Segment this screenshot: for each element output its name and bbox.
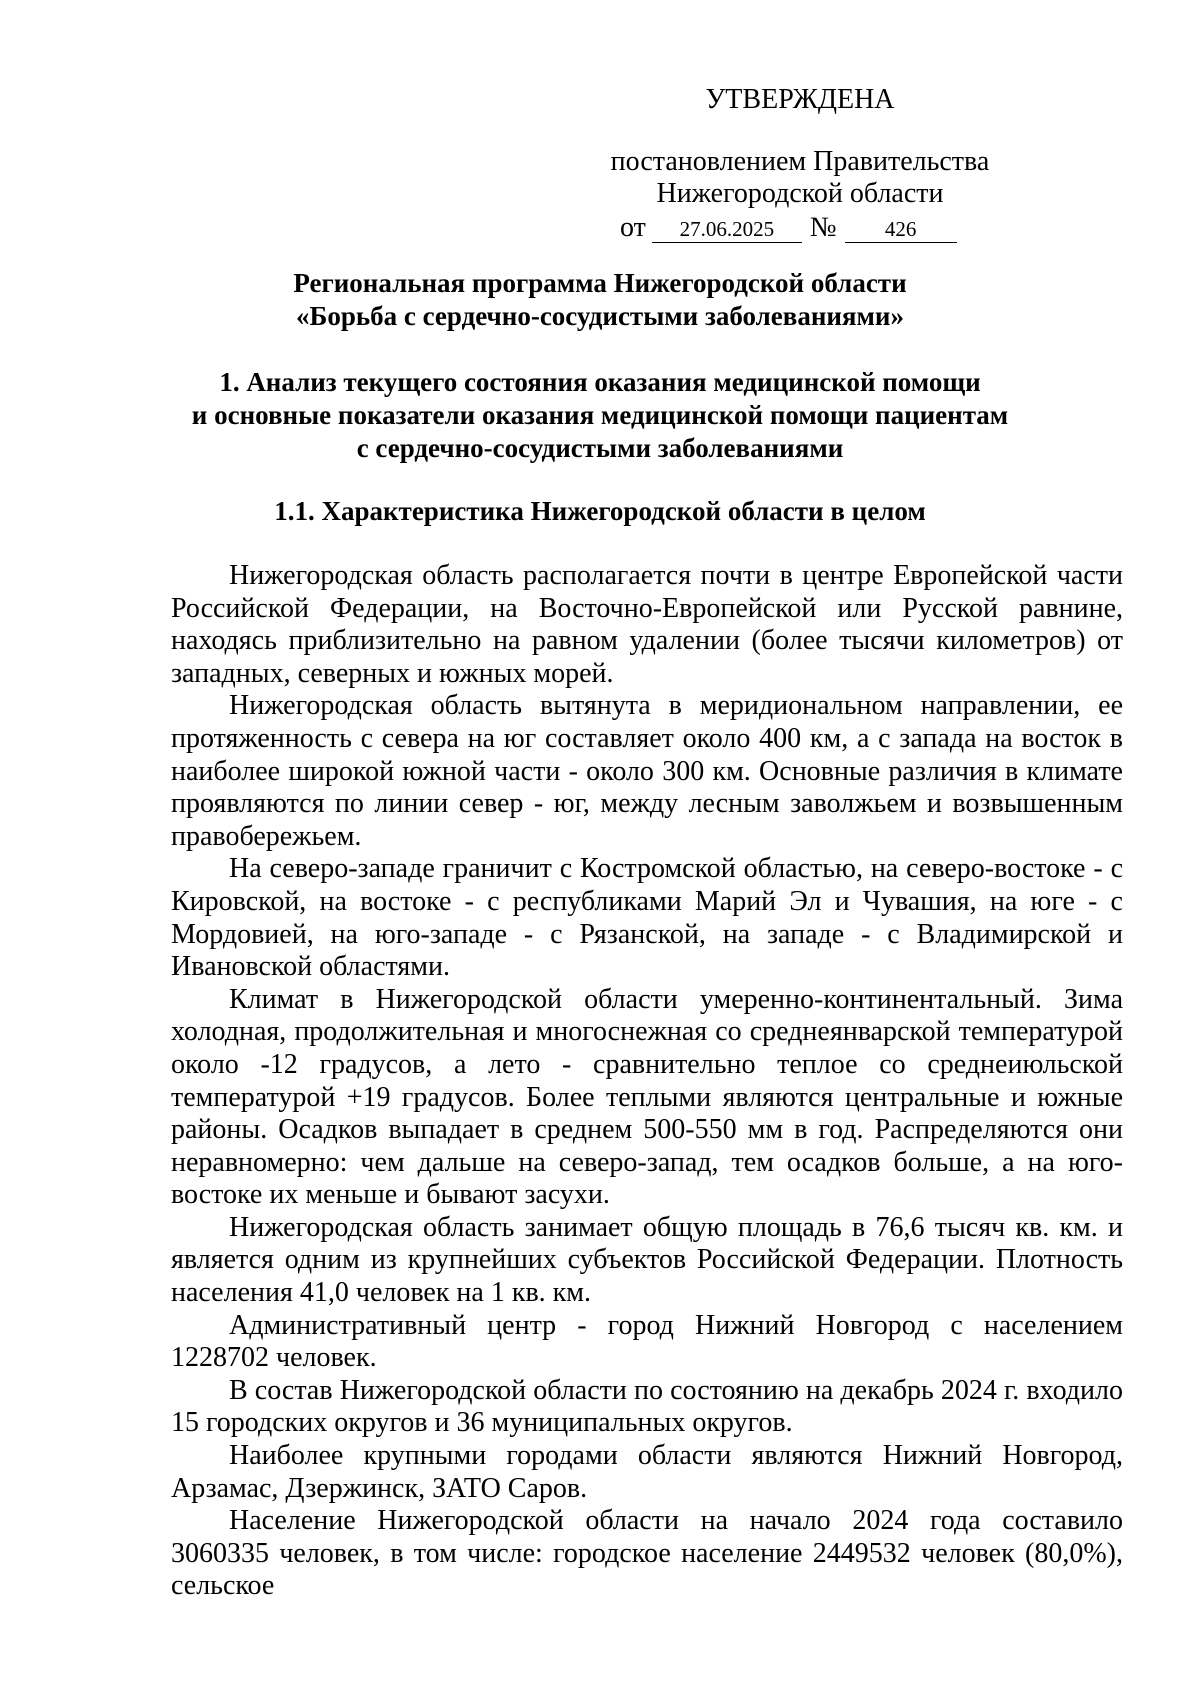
section-1-1-heading-text: 1.1. Характеристика Нижегородской области в целом <box>274 496 926 526</box>
number-label: № <box>809 212 837 243</box>
approval-date-number-line <box>590 212 1010 244</box>
section-1-1-heading <box>170 495 1030 528</box>
paragraph: Административный центр - город Нижний Новгород с населением 1228702 человек. <box>171 1309 1123 1374</box>
section-1-heading <box>170 366 1030 465</box>
program-title <box>170 267 1030 333</box>
paragraph: Нижегородская область располагается почти в центре Европейской части Российской Федерации, на Восточно-Европейской или Русской равнине, находясь приблизительно на равном удалении (более тысячи километров) от западных, северных и южных морей. <box>171 560 1123 689</box>
approval-line-1: постановлением Правительства <box>610 146 990 177</box>
approval-line-2: Нижегородской области <box>656 178 944 209</box>
approval-block <box>590 84 1010 244</box>
body-text <box>171 560 1123 1603</box>
section-1-heading-line-2: и основные показатели оказания медицинской помощи пациентам <box>191 400 1009 430</box>
program-title-line-2: «Борьба с сердечно-сосудистыми заболеваниями» <box>295 301 904 331</box>
paragraph: В состав Нижегородской области по состоянию на декабрь 2024 г. входило 15 городских округов и 36 муниципальных округов. <box>171 1374 1123 1439</box>
approval-number: 426 <box>845 216 957 243</box>
approval-stamp-title: УТВЕРЖДЕНА <box>705 84 895 115</box>
paragraph: Климат в Нижегородской области умеренно-континентальный. Зима холодная, продолжительная и многоснежная со среднеянварской температурой около -12 градусов, а лето - сравнительно теплое со среднеиюльской температурой +19 градусов. Более теплыми являются центральные и южные районы. Осадков выпадает в среднем 500-550 мм в год. Распределяются они неравномерно: чем дальше на северо-запад, тем осадков больше, а на юго-востоке их меньше и бывают засухи. <box>171 983 1123 1211</box>
paragraph: Наиболее крупными городами области являются Нижний Новгород, Арзамас, Дзержинск, ЗАТО Саров. <box>171 1440 1123 1504</box>
paragraph: Население Нижегородской области на начало 2024 года составило 3060335 человек, в том числе: городское население 2449532 человек (80,0%), сельское <box>171 1505 1123 1602</box>
section-1-heading-line-3: с сердечно-сосудистыми заболеваниями <box>356 433 844 463</box>
program-title-line-1: Региональная программа Нижегородской области <box>293 268 907 298</box>
approval-date: 27.06.2025 <box>652 216 802 243</box>
paragraph: На северо-западе граничит с Костромской областью, на северо-востоке - с Кировской, на востоке - с республиками Марий Эл и Чувашия, на юге - с Мордовией, на юго-западе - с Рязанской, на западе - с Владимирской и Ивановской областями. <box>171 853 1123 983</box>
from-label: от <box>620 212 646 243</box>
paragraph: Нижегородская область вытянута в меридиональном направлении, ее протяженность с севера на юг составляет около 400 км, а с запада на восток в наиболее широкой южной части - около 300 км. Основные различия в климате проявляются по линии север - юг, между лесным заволжьем и возвышенным правобережьем. <box>171 690 1123 852</box>
paragraph: Нижегородская область занимает общую площадь в 76,6 тысяч кв. км. и является одним из крупнейших субъектов Российской Федерации. Плотность населения 41,0 человек на 1 кв. км. <box>171 1211 1123 1309</box>
section-1-heading-line-1: 1. Анализ текущего состояния оказания медицинской помощи <box>219 367 981 397</box>
